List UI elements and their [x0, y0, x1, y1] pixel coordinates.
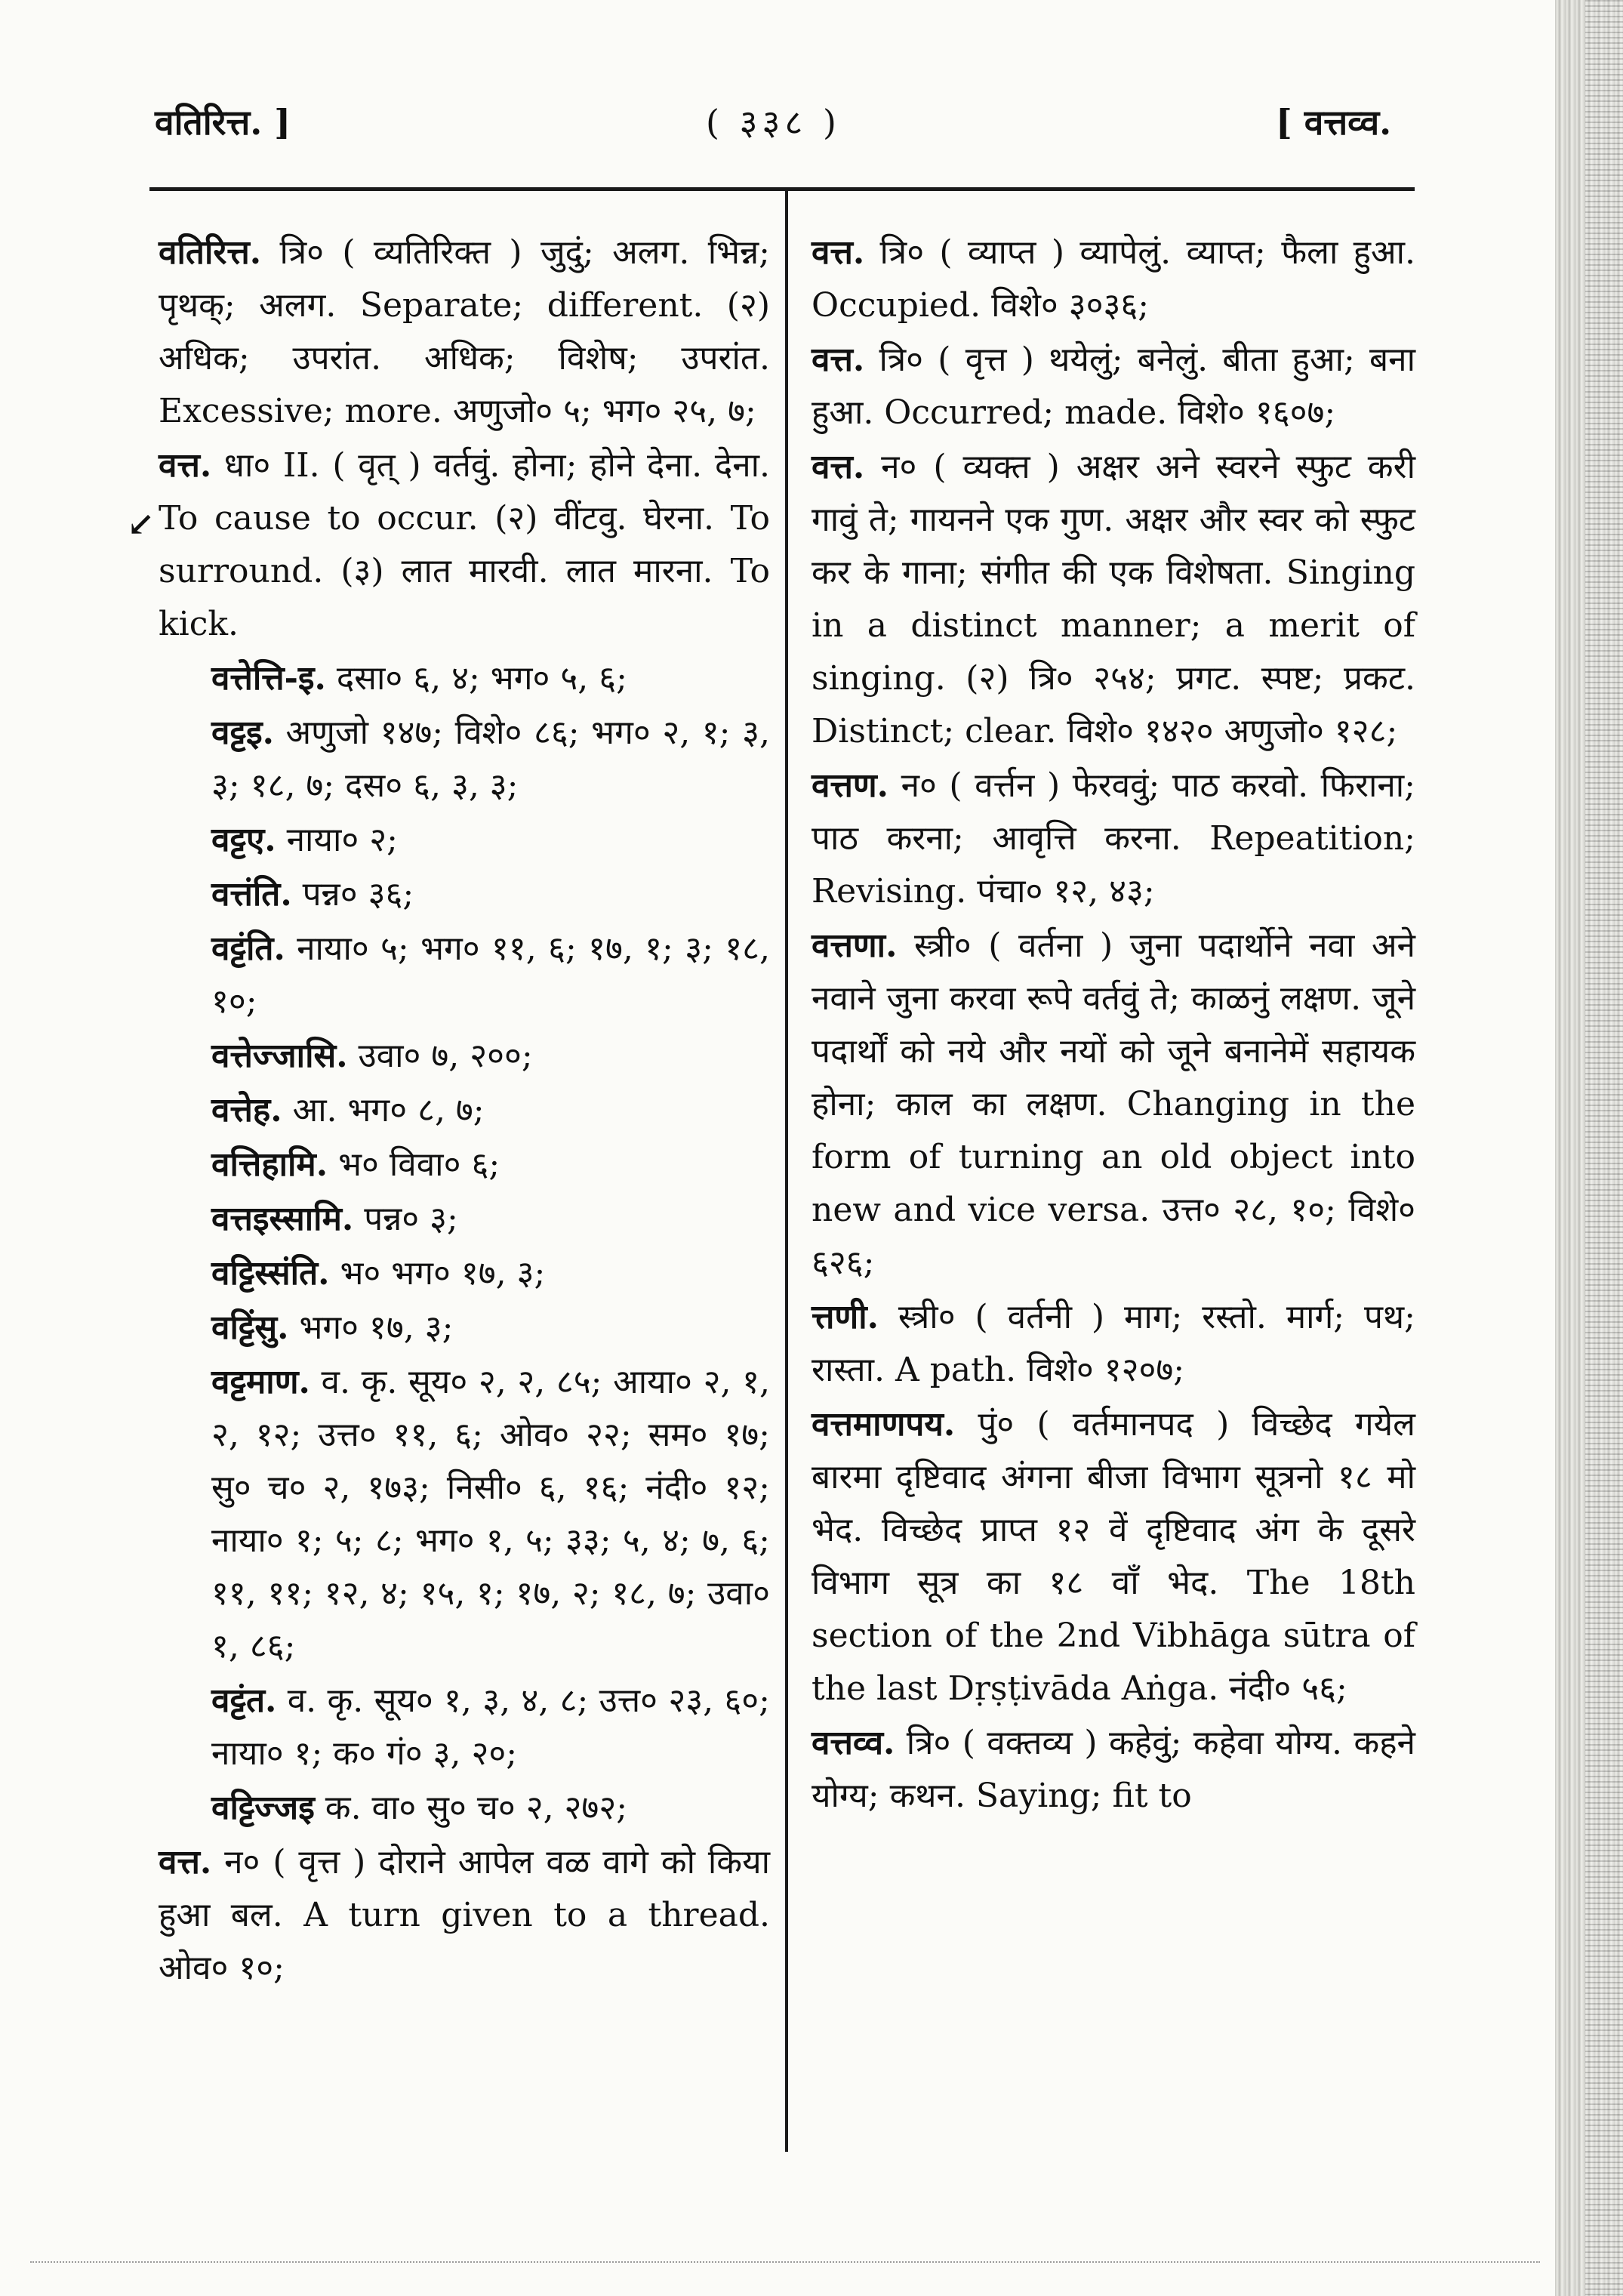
entry-headword: वत्त.	[159, 1843, 212, 1881]
entry-definition: पुं० ( वर्तमानपद ) विच्छेद गयेल बारमा दृष्टिवाद अंगना बीजा विभाग सूत्रनो १८ मो भेद. विच्छेद प्राप्त १२ वें दृष्टिवाद अंग के दूसरे विभाग सूत्र का १८ वाँ भेद. The 18th section of the 2nd Vibhāga sūtra of the last Dṛṣṭivāda Aṅga. नंदी० ५६;	[812, 1405, 1415, 1708]
entry-definition: व. कृ. सूय० २, २, ८५; आया० २, १, २, १२; उत्त० ११, ६; ओव० २२; सम० १७; सु० च० २, १७३; निसी० ६, १६; नंदी० १२; नाया० १; ५; ८; भग० १, ५; ३३; ५, ४; ७, ६; ११, ११; १२, ४; १५, १; १७, २; १८, ७; उवा० १, ८६;	[211, 1363, 770, 1666]
entry-headword: वत्तणा.	[812, 926, 898, 965]
entry-headword: वत्तइस्सामि.	[211, 1200, 354, 1238]
dictionary-entry	[812, 1291, 1415, 1397]
dictionary-entry	[812, 920, 1415, 1290]
entry-headword: वत्तंति.	[211, 875, 292, 914]
entry-definition: न० ( वृत्त ) दोराने आपेल वळ वागे को किया हुआ बल. A turn given to a thread. ओव० १०;	[159, 1843, 770, 1987]
entry-headword: वट्टिंसु.	[211, 1308, 289, 1347]
entry-headword: वट्टमाण.	[211, 1363, 310, 1401]
entry-headword: वत्त.	[812, 233, 865, 272]
entry-definition: भग० १७, ३;	[299, 1308, 454, 1347]
page-number: ( ३३८ )	[706, 102, 841, 143]
entry-headword: वट्टिज्जइ	[211, 1789, 315, 1827]
entry-definition: भ० विवा० ६;	[338, 1145, 500, 1184]
entry-definition: पन्न० ३;	[364, 1200, 458, 1238]
dictionary-entry	[159, 1030, 770, 1083]
entry-definition: आ. भग० ८, ७;	[292, 1091, 485, 1130]
entry-definition: त्रि० ( वक्तव्य ) कहेवुं; कहेवा योग्य. कहने योग्य; कथन. Saying; fit to	[812, 1724, 1415, 1815]
dictionary-entry	[159, 1836, 770, 1995]
dictionary-entry	[159, 1302, 770, 1354]
entry-definition: त्रि० ( व्यतिरिक्त ) जुदुं; अलग. भिन्न; पृथक्; अलग. Separate; different. (२) अधिक; उपरांत. अधिक; विशेष; उपरांत. Excessive; more. अणुजो० ५; भग० २५, ७;	[159, 233, 770, 430]
running-head-left: वतिरित्त. ]	[155, 102, 291, 143]
entry-headword: वत्त.	[812, 448, 865, 486]
entry-definition: न० ( वर्त्तन ) फेरववुं; पाठ करवो. फिराना; पाठ करना; आवृत्ति करना. Repeatition; Revising. पंचा० १२, ४३;	[812, 766, 1415, 911]
dictionary-entry	[159, 1782, 770, 1835]
entry-headword: वतिरित्त.	[159, 233, 262, 272]
header-rule	[149, 187, 1415, 191]
entry-headword: वट्टिस्संति.	[211, 1254, 330, 1293]
running-head-right: [ वत्तव्व.	[1276, 102, 1392, 143]
entry-headword: वट्टंत.	[211, 1681, 277, 1720]
entry-definition: उवा० ७, २००;	[358, 1037, 533, 1075]
entry-headword: वत्तमाणपय.	[812, 1405, 956, 1444]
entry-definition: न० ( व्यक्त ) अक्षर अने स्वरने स्फुट करी गावुं ते; गायनने एक गुण. अक्षर और स्वर को स्फुट कर के गाना; संगीत की एक विशेषता. Singing in a distinct manner; a merit of singing. (२) त्रि० २५४; प्रगट. स्पष्ट; प्रकट. Distinct; clear. विशे० १४२० अणुजो० १२८;	[812, 448, 1415, 750]
dictionary-entry	[159, 1193, 770, 1246]
entry-headword: वत्तण.	[812, 766, 888, 805]
entry-headword: वत्तव्व.	[812, 1724, 895, 1762]
dictionary-entry	[812, 334, 1415, 439]
entry-definition: भ० भग० १७, ३;	[340, 1254, 546, 1293]
entry-headword: वट्टइ.	[211, 713, 274, 752]
scan-edge-shadow	[1555, 0, 1623, 2296]
entry-headword: वत्तेत्ति-इ.	[211, 659, 326, 698]
dictionary-entry	[812, 441, 1415, 758]
dictionary-entry	[812, 227, 1415, 332]
dictionary-entry	[159, 707, 770, 812]
dictionary-entry	[159, 652, 770, 705]
entry-headword: वट्टंति.	[211, 929, 285, 968]
dictionary-entry	[159, 1247, 770, 1300]
dictionary-entry	[812, 1717, 1415, 1823]
entry-definition: अणुजो १४७; विशे० ८६; भग० २, १; ३, ३; १८, ७; दस० ६, ३, ३;	[211, 713, 770, 805]
entry-headword: त्तणी.	[812, 1298, 879, 1336]
dictionary-entry	[812, 1398, 1415, 1715]
page-bottom-edge	[30, 2261, 1540, 2264]
entry-headword: वत्तेज्जासि.	[211, 1037, 348, 1075]
entry-definition: क. वा० सु० च० २, २७२;	[325, 1789, 628, 1827]
right-column	[812, 227, 1415, 1824]
left-column	[159, 227, 770, 1996]
entry-headword: वट्टए.	[211, 821, 276, 859]
entry-definition: स्त्री० ( वर्तना ) जुना पदार्थोने नवा अने नवाने जुना करवा रूपे वर्तवुं ते; काळनुं लक्षण. जूने पदार्थों को नये और नयों को जूने बनानेमें सहायक होना; काल का लक्षण. Changing in the form of turning an old object into new and vice versa. उत्त० २८, १०; विशे० ६२६;	[812, 926, 1415, 1282]
entry-definition: व. कृ. सूय० १, ३, ४, ८; उत्त० २३, ६०; नाया० १; क० गं० ३, २०;	[211, 1681, 770, 1773]
entry-headword: वत्त.	[159, 446, 212, 485]
column-divider	[785, 189, 788, 2152]
entry-definition: त्रि० ( वृत्त ) थयेलुं; बनेलुं. बीता हुआ; बना हुआ. Occurred; made. विशे० १६०७;	[812, 341, 1415, 432]
dictionary-entry	[159, 814, 770, 867]
dictionary-entry	[159, 227, 770, 438]
entry-definition: दसा० ६, ४; भग० ५, ६;	[336, 659, 627, 698]
dictionary-entry	[159, 868, 770, 921]
dictionary-entry	[812, 760, 1415, 918]
entry-definition: त्रि० ( व्याप्त ) व्यापेलुं. व्याप्त; फैला हुआ. Occupied. विशे० ३०३६;	[812, 233, 1415, 325]
margin-tick-mark: ↙	[127, 505, 155, 544]
entry-headword: वत्तेह.	[211, 1091, 282, 1130]
entry-definition: नाया० २;	[286, 821, 398, 859]
dictionary-entry	[159, 1675, 770, 1780]
entry-definition: पन्न० ३६;	[302, 875, 414, 914]
entry-definition: नाया० ५; भग० ११, ६; १७, १; ३; १८, १०;	[211, 929, 770, 1021]
dictionary-entry	[159, 923, 770, 1028]
entry-definition: स्त्री० ( वर्तनी ) माग; रस्तो. मार्ग; पथ; रास्ता. A path. विशे० १२०७;	[812, 1298, 1415, 1389]
dictionary-entry	[159, 1084, 770, 1137]
dictionary-entry	[159, 1356, 770, 1673]
dictionary-entry	[159, 439, 770, 651]
dictionary-entry	[159, 1139, 770, 1191]
entry-definition: धा० II. ( वृत् ) वर्तवुं. होना; होने देना. देना. To cause to occur. (२) वींटवु. घेरना. To surround. (३) लात मारवी. लात मारना. To kick.	[159, 446, 770, 643]
entry-headword: वत्त.	[812, 341, 865, 379]
entry-headword: वत्तिहामि.	[211, 1145, 328, 1184]
